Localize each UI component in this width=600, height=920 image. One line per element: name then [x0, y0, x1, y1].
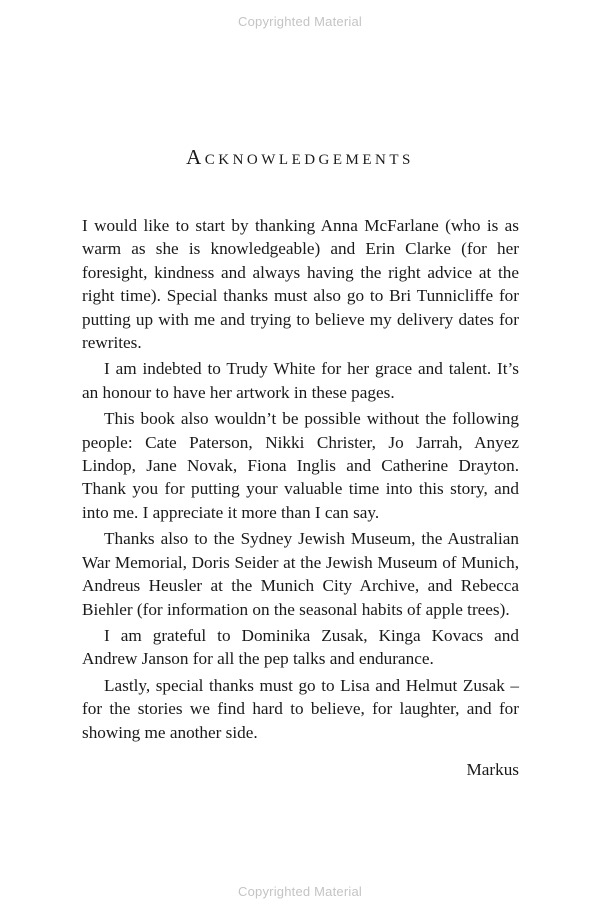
paragraph-6: Lastly, special thanks must go to Lisa and Helmut Zusak – for the stories we find hard to believe, for laughter, and for showing me another side. [82, 675, 519, 742]
paragraph-2: I am indebted to Trudy White for her grace and talent. It’s an honour to have her artwork in these pages. [82, 359, 519, 402]
paragraph-5: I am grateful to Dominika Zusak, Kinga Kovacs and Andrew Janson for all the pep talks and endurance. [82, 625, 519, 669]
author-signature: Markus [466, 760, 519, 779]
acknowledgements-body [82, 214, 519, 747]
paragraph-3: This book also wouldn’t be possible without the following people: Cate Paterson, Nikki Christer, Jo Jarrah, Anyez Lindop, Jane Novak, Fiona Inglis and Catherine Drayton. Thank you for putting your valuable time into this story, and into me. I appreciate it more than I can say. [82, 409, 519, 522]
copyright-watermark-top: Copyrighted Material [238, 14, 362, 29]
copyright-watermark-bottom: Copyrighted Material [238, 884, 362, 899]
paragraph-1: I would like to start by thanking Anna McFarlane (who is as warm as she is knowledgeable) and Erin Clarke (for her foresight, kindness and always having the right advice at the right time). Special thanks must also go to Bri Tunnicliffe for putting up with me and trying to believe my delivery dates for rewrites. [82, 216, 519, 353]
paragraph-4: Thanks also to the Sydney Jewish Museum, the Australian War Memorial, Doris Seider at the Jewish Museum of Munich, Andreus Heusler at the Munich City Archive, and Rebecca Biehler (for information on the seasonal habits of apple trees). [82, 529, 519, 619]
page-title: Acknowledgements [186, 145, 414, 169]
